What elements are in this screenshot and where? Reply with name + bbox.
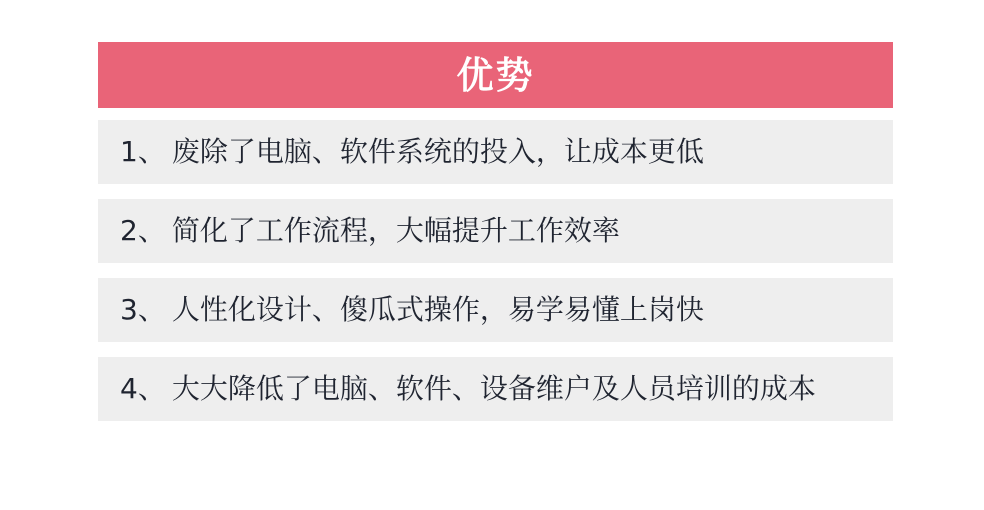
- header-banner: [98, 42, 893, 108]
- item-text: 人性化设计、傻瓜式操作，易学易懂上岗快: [171, 293, 704, 326]
- advantage-item-1: [98, 120, 893, 184]
- item-number: 4、: [120, 372, 166, 405]
- item-number: 2、: [120, 214, 166, 247]
- advantage-item-2: [98, 199, 893, 263]
- item-text: 简化了工作流程，大幅提升工作效率: [171, 214, 620, 247]
- page-title: 优势: [456, 53, 535, 97]
- item-number: 1、: [120, 135, 166, 168]
- item-text: 大大降低了电脑、软件、设备维户及人员培训的成本: [171, 372, 816, 405]
- advantage-item-4: [98, 357, 893, 421]
- item-number: 3、: [120, 293, 166, 326]
- item-text: 废除了电脑、软件系统的投入，让成本更低: [171, 135, 704, 168]
- advantage-item-3: [98, 278, 893, 342]
